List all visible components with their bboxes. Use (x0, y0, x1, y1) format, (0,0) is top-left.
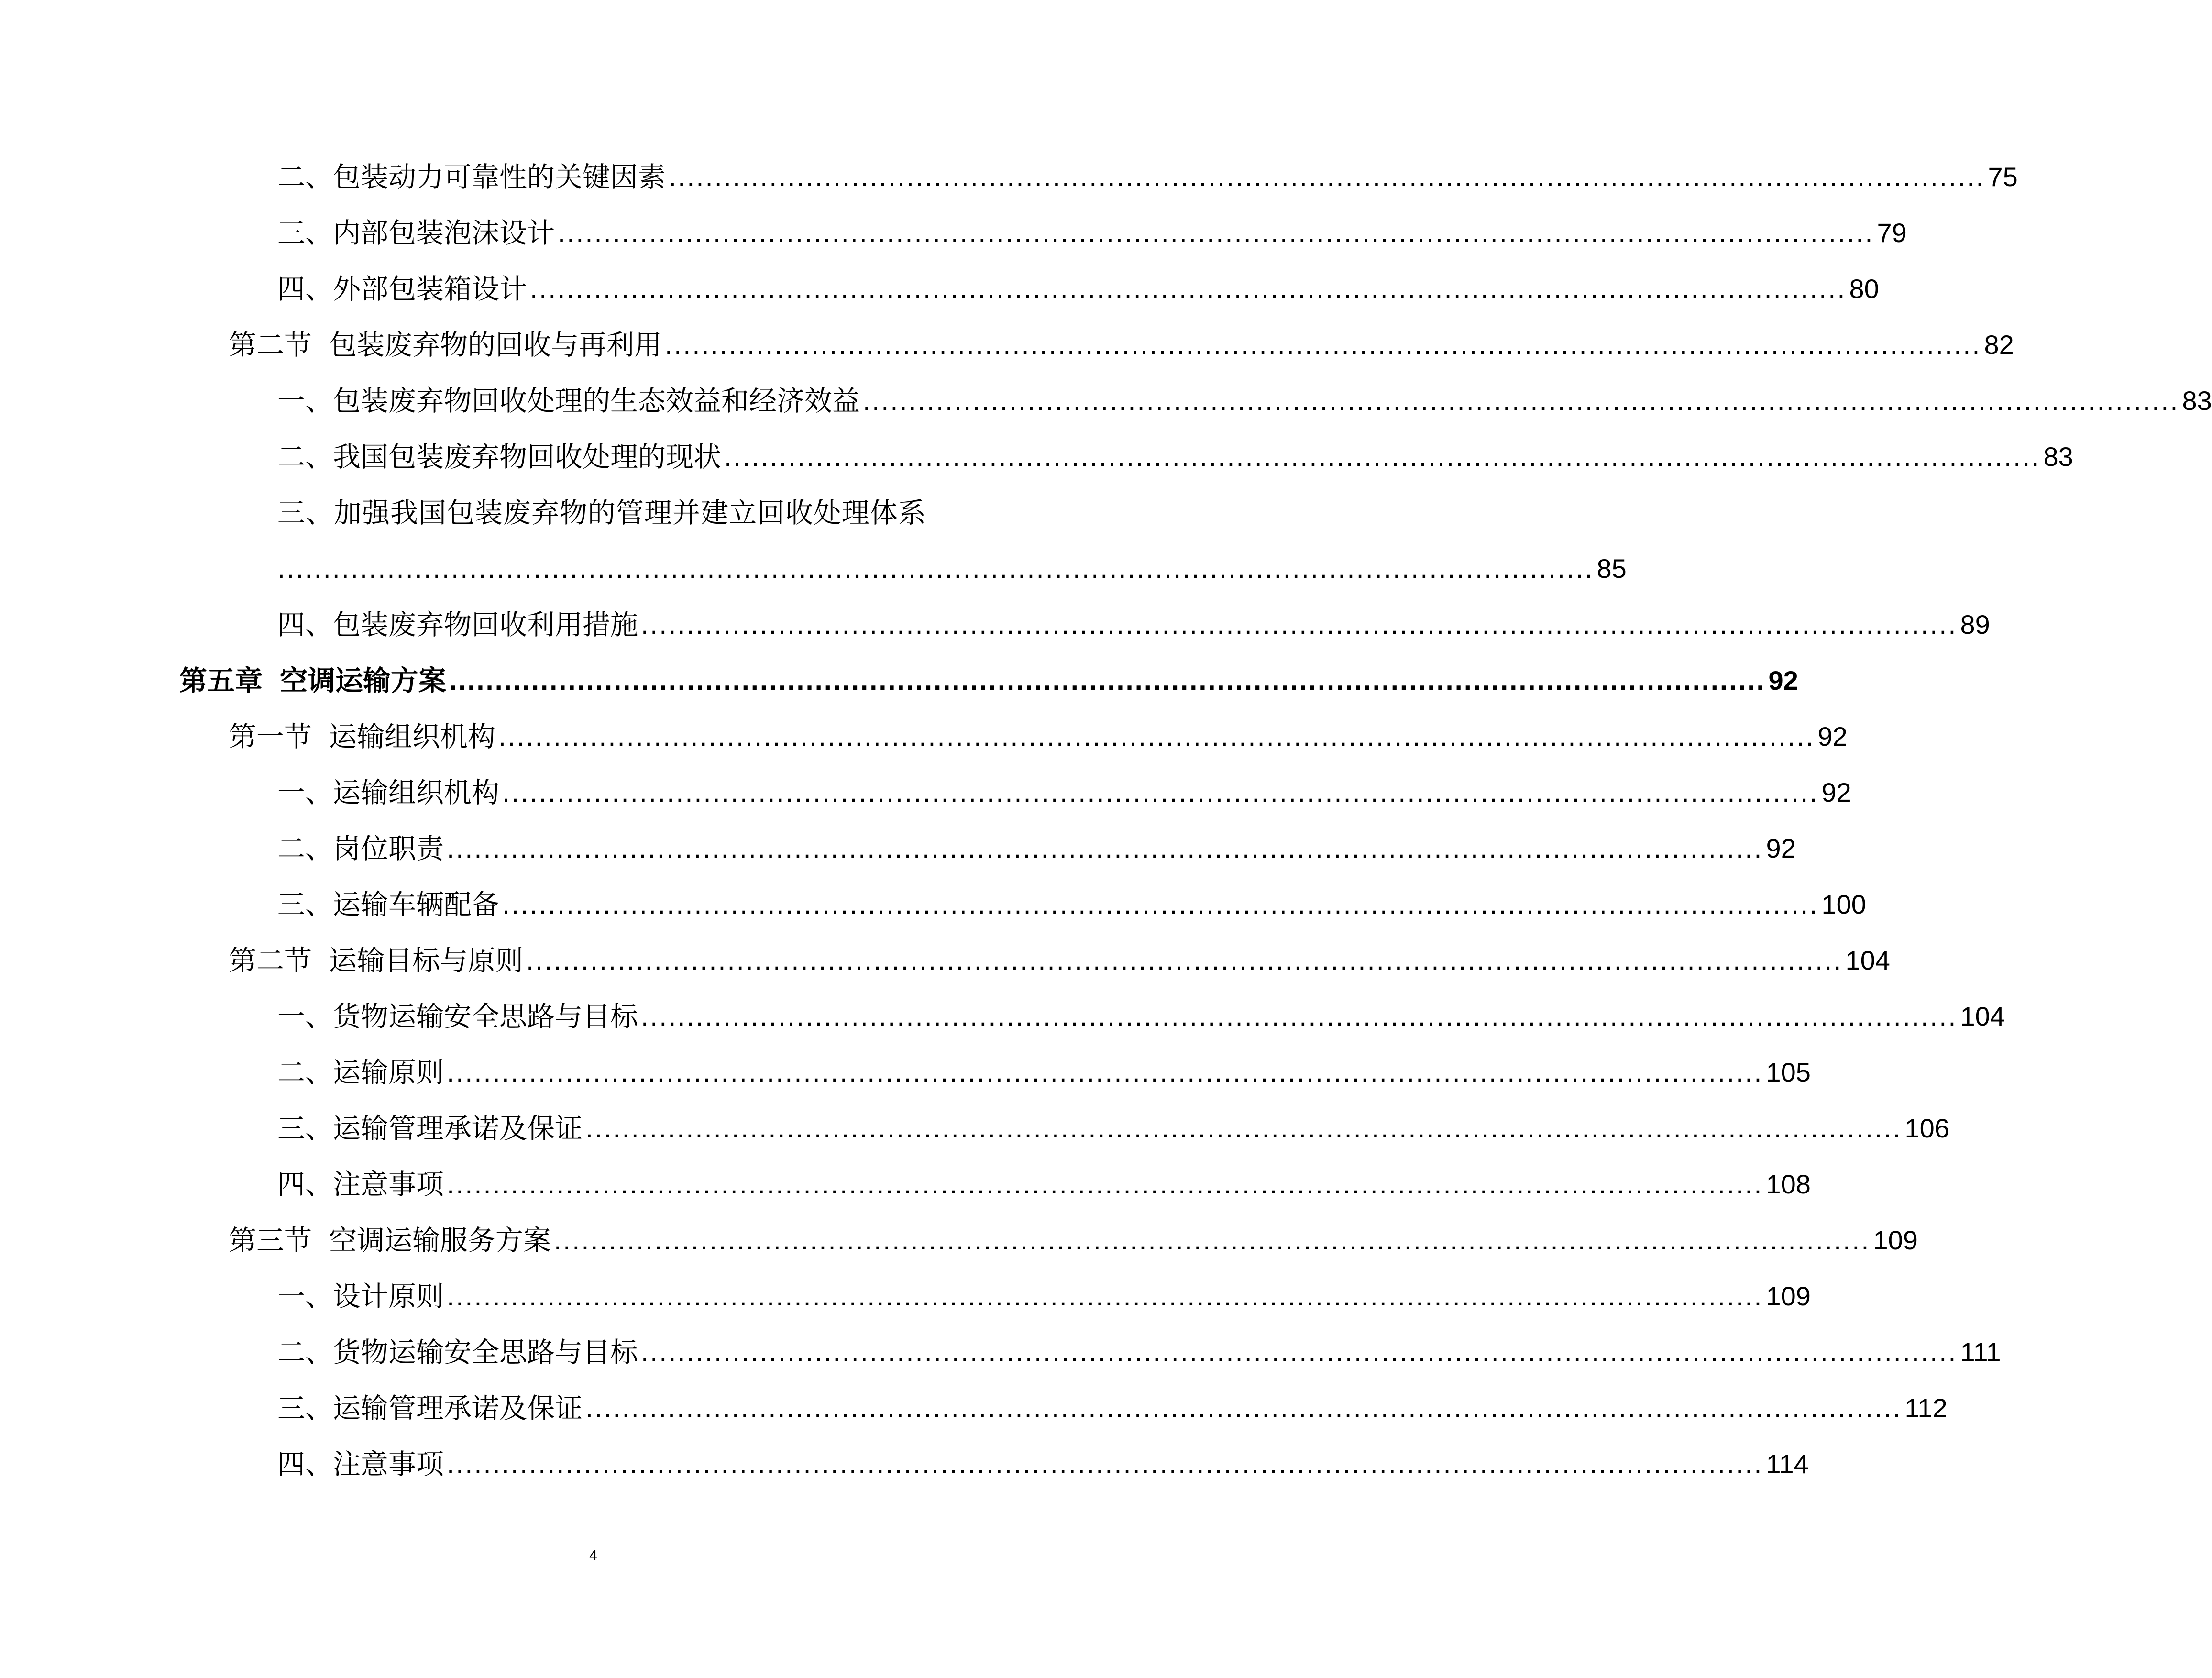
dot-leader: ................................................................................................................................................ (665, 329, 1981, 360)
toc-entry[interactable] (229, 1216, 1918, 1264)
toc-page-number: 105 (1766, 1057, 1811, 1087)
dot-leader: ................................................................................................................................................ (585, 1392, 1902, 1424)
toc-entry[interactable] (229, 321, 2014, 369)
toc-page-number: 106 (1904, 1113, 1949, 1143)
toc-page-number: 109 (1766, 1281, 1811, 1311)
toc-entry-label: 四、包装废弃物回收利用措施 (277, 608, 638, 641)
toc-page-number: 85 (1596, 553, 1627, 584)
toc-entry-label: 二、运输原则 (277, 1056, 444, 1089)
toc-entry[interactable] (277, 1160, 1811, 1208)
toc-page-number: 82 (1984, 330, 2014, 360)
dot-leader: ................................................................................................................................................ (530, 273, 1847, 304)
page-number: 4 (589, 1547, 597, 1563)
toc-entry[interactable] (277, 153, 2018, 201)
dot-leader: ................................................................................................................................................ (585, 1113, 1902, 1144)
toc-entry[interactable] (277, 993, 2005, 1040)
toc-entry-label: 第三节 空调运输服务方案 (229, 1224, 551, 1257)
toc-page-number: 100 (1821, 889, 1866, 919)
toc-page-number: 92 (1766, 833, 1796, 863)
toc-entry[interactable] (277, 1440, 1809, 1488)
toc-entry[interactable] (277, 1104, 1949, 1152)
toc-entry-wrapped-title[interactable]: 三、加强我国包装废弃物的管理并建立回收处理体系 (277, 497, 927, 529)
toc-entry-label: 四、外部包装箱设计 (277, 273, 528, 305)
dot-leader: ................................................................................................................................................ (863, 385, 2179, 416)
toc-page-number: 92 (1768, 665, 1798, 695)
toc-entry[interactable] (277, 881, 1866, 928)
toc-page-number: 104 (1845, 945, 1890, 975)
toc-page-number: 80 (1849, 274, 1879, 304)
toc-entry-label: 三、运输管理承诺及保证 (277, 1392, 583, 1424)
dot-leader: ................................................................................................................................................ (554, 1225, 1871, 1256)
toc-entry-label: 二、包装动力可靠性的关键因素 (277, 161, 666, 193)
toc-entry-label: 第二节 包装废弃物的回收与再利用 (229, 329, 662, 361)
dot-leader: ................................................................................................................................................ (641, 1336, 1958, 1368)
dot-leader: ................................................................................................................................................ (502, 889, 1819, 920)
toc-entry-label: 第五章 空调运输方案 (179, 664, 447, 697)
toc-entry-label: 二、岗位职责 (277, 832, 444, 865)
toc-entry-label: 三、运输管理承诺及保证 (277, 1112, 583, 1145)
dot-leader: ................................................................................................................................................ (669, 161, 1985, 192)
toc-page-number: 83 (2182, 386, 2212, 416)
dot-leader: ................................................................................................................................................ (641, 609, 1958, 640)
toc-page-number: 75 (1988, 162, 2018, 192)
dot-leader: ................................................................................................................................................ (447, 1057, 1763, 1088)
toc-entry-label: 一、设计原则 (277, 1280, 444, 1313)
dot-leader: ................................................................................................................................................ (447, 1169, 1763, 1200)
toc-page-number: 112 (1904, 1393, 1948, 1423)
toc-entry-label: 一、货物运输安全思路与目标 (277, 1000, 638, 1033)
toc-entry-label: 第一节 运输组织机构 (229, 720, 496, 753)
dot-leader: ................................................................................................................................................ (498, 721, 1815, 752)
toc-entry-label: 一、包装废弃物回收处理的生态效益和经济效益 (277, 385, 860, 417)
dot-leader: ................................................................................................................................................ (447, 833, 1763, 864)
toc-page-number: 92 (1821, 777, 1851, 807)
toc-entry[interactable] (277, 825, 1796, 872)
dot-leader: ................................................................................................................................................ (641, 1001, 1958, 1032)
toc-entry-label: 第二节 运输目标与原则 (229, 944, 524, 977)
toc-entry[interactable] (277, 265, 1879, 313)
toc-entry[interactable] (277, 377, 2212, 425)
toc-entry-label: 四、注意事项 (277, 1168, 444, 1201)
dot-leader: ................................................................................................................................................ (447, 1448, 1763, 1479)
toc-entry[interactable] (277, 769, 1851, 817)
toc-entry[interactable] (277, 1272, 1811, 1320)
toc-entry[interactable] (229, 937, 1890, 984)
toc-page-number: 104 (1960, 1001, 2005, 1031)
dot-leader: ................................................................................................................................................ (724, 441, 2041, 472)
toc-entry-label: 三、运输车辆配备 (277, 888, 500, 921)
toc-entry[interactable] (277, 1328, 2001, 1376)
dot-leader: ................................................................................................................................................ (277, 553, 1594, 584)
toc-page-number: 89 (1960, 609, 1990, 640)
toc-entry[interactable] (277, 1384, 1948, 1432)
toc-entry-label: 四、注意事项 (277, 1448, 444, 1480)
dot-leader: ................................................................................................................................................ (558, 217, 1874, 248)
toc-entry[interactable] (277, 601, 1990, 649)
toc-entry[interactable] (229, 713, 1848, 761)
toc-entry-label: 三、内部包装泡沫设计 (277, 217, 555, 249)
toc-page-number: 114 (1766, 1449, 1809, 1479)
toc-page-number: 83 (2043, 442, 2073, 472)
toc-entry-wrapped-leader[interactable] (277, 545, 1627, 593)
toc-chapter-entry[interactable] (179, 657, 1798, 705)
toc-entry-label: 二、货物运输安全思路与目标 (277, 1336, 638, 1369)
toc-entry[interactable] (277, 1049, 1811, 1096)
dot-leader: ................................................................................................................................................ (447, 1281, 1763, 1312)
dot-leader: ................................................................................................................................................ (502, 777, 1819, 808)
toc-page-number: 92 (1817, 721, 1848, 751)
toc-entry-label: 二、我国包装废弃物回收处理的现状 (277, 441, 722, 473)
toc-entry[interactable] (277, 433, 2073, 481)
toc-page-number: 109 (1873, 1225, 1918, 1255)
toc-entry-label: 一、运输组织机构 (277, 776, 500, 809)
toc-page-number: 111 (1960, 1337, 2001, 1367)
toc-page-number: 79 (1877, 218, 1907, 248)
dot-leader: ................................................................................................................................................ (449, 665, 1766, 696)
toc-page-number: 108 (1766, 1169, 1811, 1199)
toc-entry[interactable] (277, 209, 1907, 257)
dot-leader: ................................................................................................................................................ (526, 945, 1843, 976)
